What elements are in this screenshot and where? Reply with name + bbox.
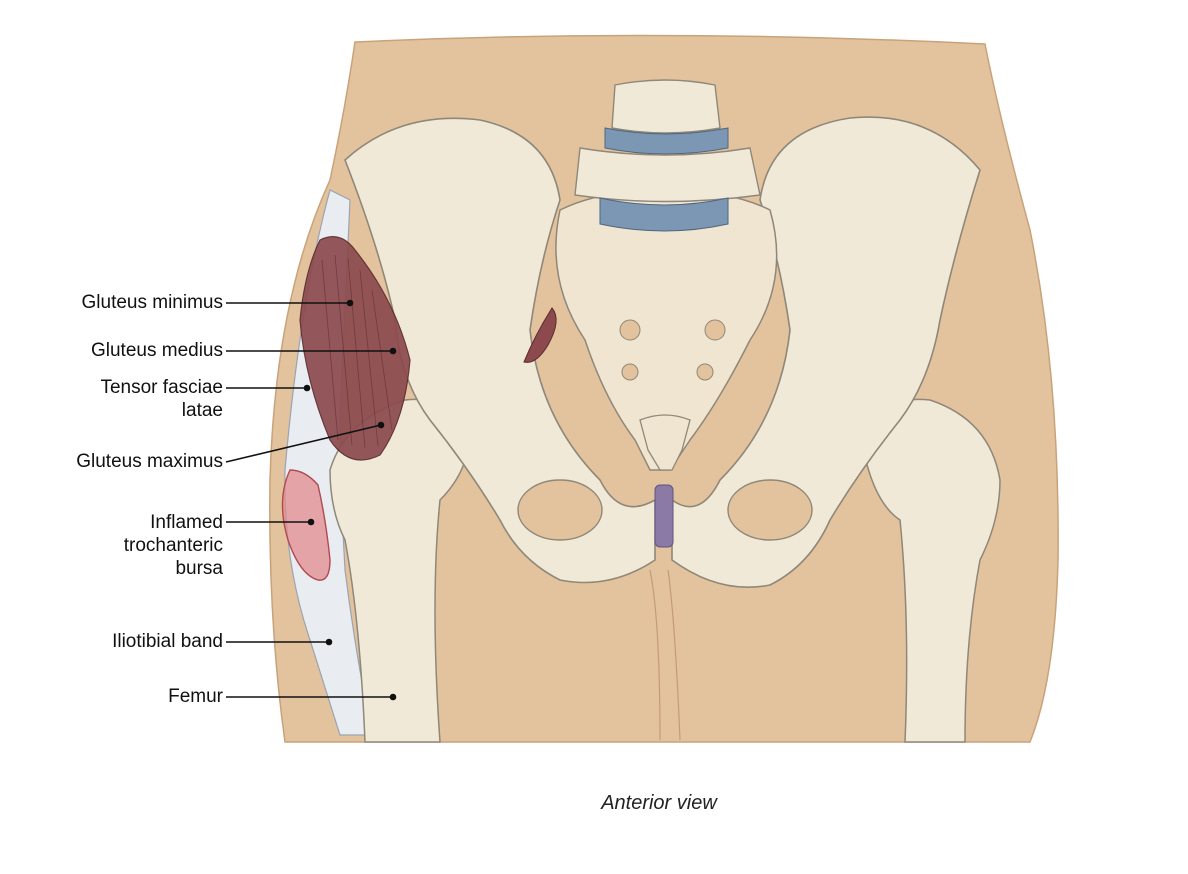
- pubic-symphysis: [655, 485, 673, 547]
- sacral-foramen: [705, 320, 725, 340]
- lumbar-vertebra: [612, 80, 720, 133]
- right-obturator-foramen: [728, 480, 812, 540]
- sacral-foramen: [697, 364, 713, 380]
- label-tensor-fasciae-latae: [100, 376, 223, 422]
- label-bursa-line2: trochanteric: [123, 535, 223, 556]
- left-obturator-foramen: [518, 480, 602, 540]
- label-iliotibial-band: Iliotibial band: [112, 631, 223, 652]
- label-tensor-fasciae-latae-line1: Tensor fasciae: [100, 377, 223, 398]
- sacral-foramen: [620, 320, 640, 340]
- label-bursa-line3: bursa: [175, 558, 223, 579]
- label-femur: Femur: [168, 686, 223, 707]
- label-gluteus-minimus: Gluteus minimus: [81, 292, 223, 313]
- label-gluteus-maximus: Gluteus maximus: [76, 451, 223, 472]
- lumbar-vertebra: [575, 148, 760, 202]
- label-bursa-line1: Inflamed: [150, 512, 223, 533]
- label-gluteus-medius: Gluteus medius: [90, 340, 223, 361]
- label-inflamed-trochanteric-bursa: [124, 511, 223, 580]
- label-tensor-fasciae-latae-line2: latae: [181, 400, 223, 421]
- figure-caption: Anterior view: [601, 792, 717, 814]
- sacral-foramen: [622, 364, 638, 380]
